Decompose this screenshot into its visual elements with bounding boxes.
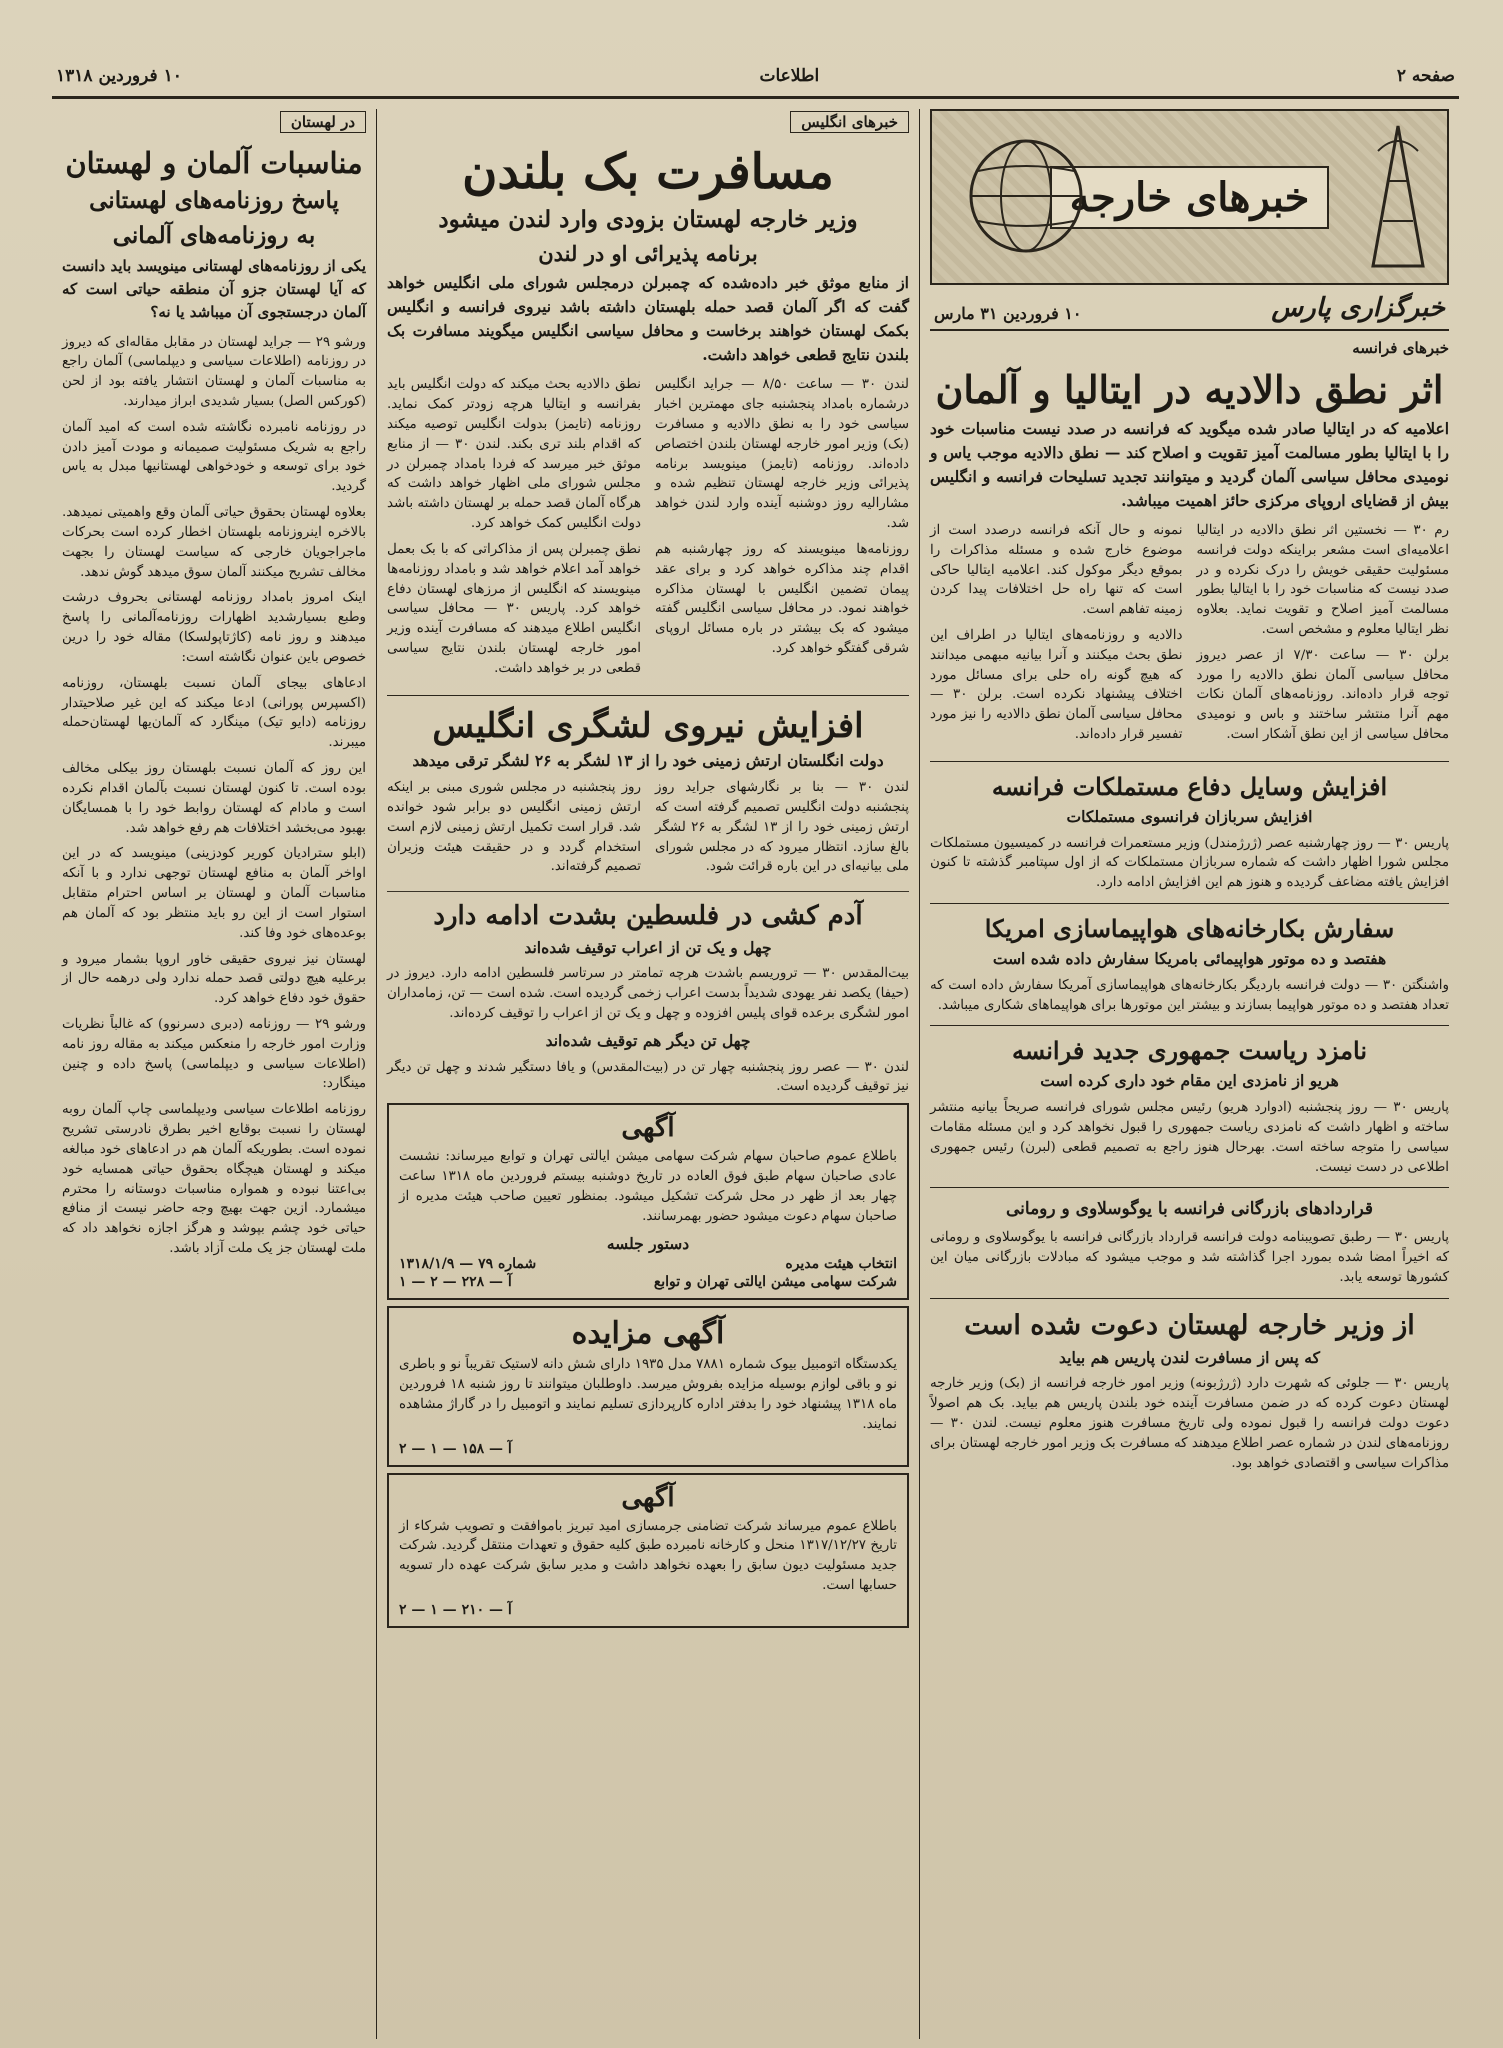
news-agency-line xyxy=(930,291,1449,331)
article-beck-body xyxy=(387,375,909,684)
paragraph: دالادیه و روزنامه‌های ایتالیا در اطراف این نطق بحث میکنند و آنرا بیانیه مبهمی میدانند که هیچ گونه راه حلی برای مسائل مورد اختلاف پیشنهاد نکرده است. برلن ۳۰ — محافل سیاسی آلمان نطق دالادیه را نیز مورد تفسیر قرار داده‌اند. xyxy=(930,627,1183,743)
british-news-column xyxy=(376,109,919,2039)
divider xyxy=(930,903,1449,904)
subhead-polish-minister-invited: که پس از مسافرت لندن پاریس هم بیاید xyxy=(1059,1347,1320,1367)
paragraph: پاریس ۳۰ — رطبق تصویبنامه دولت فرانسه قرارداد بازرگانی فرانسه با یوگوسلاوی و رومانی که اخیراً امضا شده بمورد اجرا گذاشته شد و موجب میشود که مبادلات بازرگانی میان این کشورها توسعه یابد. xyxy=(930,1230,1449,1285)
headline-aircraft-orders: سفارش بکارخانه‌های هواپیماسازی امریکا xyxy=(984,914,1395,944)
notice-meta-row xyxy=(399,1441,897,1457)
agency-date: ۱۰ فروردین ۳۱ مارس xyxy=(934,304,1082,323)
notice-code: آ — ۲۲۸ — ۲ — ۱ xyxy=(399,1274,512,1291)
notice-code: آ — ۱۵۸ — ۱ — ۲ xyxy=(399,1440,512,1457)
paragraph: این روز که آلمان نسبت بلهستان روز بیکلی مخالف بوده است. تا کنون لهستان نسبت بآلمان اقدام نکرده است و مادام که لهستان روابط خود را با همسایگان بهبود می‌بخشد اختلافات هم رفع خواهد شد. xyxy=(62,761,366,836)
agency-name: خبرگزاری پارس xyxy=(1271,293,1445,323)
divider xyxy=(930,761,1449,762)
issue-date: ۱۰ فروردین ۱۳۱۸ xyxy=(56,66,182,86)
paragraph: نطق چمبرلن پس از مذاکراتی که با بک بعمل خواهد آمد اعلام خواهد شد و بامداد روزنامه‌ها مینویسند که انگلیس از مرزهای لهستان دفاع خواهد کرد. پاریس ۳۰ — محافل سیاسی انگلیس اطلاع میدهند که مسافرت آینده وزیر امور خارجه لهستان بلندن نتایج سیاسی قطعی در بر خواهد داشت. xyxy=(387,541,641,676)
paragraph: لهستان نیز نیروی حقیقی خاور اروپا بشمار میرود و برعلیه هیچ دولتی قصد حمله ندارد ولی درهمه حال از حقوق خود دفاع خواهد کرد. xyxy=(62,951,366,1007)
subhead-palestine-arrests: چهل تن دیگر هم توقیف شده‌اند xyxy=(545,1030,751,1050)
notice-meta-row xyxy=(399,1256,897,1272)
subhead-beck-arrival: وزیر خارجه لهستان بزودی وارد لندن میشود xyxy=(438,206,858,234)
paragraph: برلن ۳۰ — ساعت ۷/۳۰ از عصر دیروز محافل سیاسی آلمان نطق دالادیه را مورد توجه قرار داده‌اند. روزنامه‌های آلمان نکات مهم آنرا منتشر ساختند و باس و نومیدی محافل سیاسی از این نطق آشکار است. xyxy=(1196,647,1449,743)
headline-daladier-speech: اثر نطق دالادیه در ایتالیا و آلمان xyxy=(935,367,1444,413)
lead-beck-london: از منابع موثق خبر داده‌شده که چمبرلن درمجلس شورای ملی انگلیس خواهد گفت که اگر آلمان قصد حمله بلهستان داشته باشد نیروی فرانسه و انگلیس بکمک لهستان خواهند برخاست و محافل سیاسی انگلیس میگویند مسافرت بک بلندن نتایج قطعی خواهد داشت. xyxy=(387,273,909,365)
paragraph: پاریس ۳۰ — روز چهارشنبه عصر (ژرژمندل) وزیر مستعمرات فرانسه در کمیسیون مستملکات مجلس شورا اظهار داشت که شماره سربازان مستملکات که از اول سپتامبر گذشته تا کنون افزایش یافته مضاعف گردیده و هنوز هم این افزایش ادامه دارد. xyxy=(930,835,1449,891)
notice-org: شرکت سهامی میشن ایالتی تهران و توابع xyxy=(653,1274,897,1291)
notice-shareholders xyxy=(387,1103,909,1300)
paragraph: اینک امروز بامداد روزنامه لهستانی بحروف درشت وطبع بسیارشدید اظهارات روزنامه‌آلمانی را پاسخ میدهند و روز نامه (کاژتاپولسکا) مقاله خود را درین خصوص باین عنوان نگاشته است: xyxy=(62,590,366,665)
notice-title: آگهی مزایده xyxy=(571,1316,725,1352)
subhead-presidency-candidate: هریو از نامزدی این مقام خود داری کرده است xyxy=(1040,1071,1339,1091)
lead-daladier-speech: اعلامیه که در ایتالیا صادر شده میگوید که فرانسه در صدد نیست مناسبات خود را با ایتالیا بطور مسالمت آمیز تقویت و اصلاح کند — نطق دالادیه موجب یاس و نومیدی محافل سیاسی آلمان گردید و میتوانند تجدید تسلیحات فرانسه و انگلیس بیش از قضایای اروپای مرکزی حائز اهمیت میباشد. xyxy=(930,418,1449,510)
paragraph: ورشو ۲۹ — جراید لهستان در مقابل مقاله‌ای که دیروز در روزنامه (اطلاعات سیاسی و دیپلماسی) آلمان راجع به مناسبات آلمان و لهستان انتشار یافته بود از لحن (کورکس الصل) بسیار شدیدی ابراز میدارند. xyxy=(62,334,366,409)
paragraph: یکدستگاه اتومبیل بیوک شماره ۷۸۸۱ مدل ۱۹۳۵ دارای شش دانه لاستیک تقریباً نو و باطری نو و باقی لوازم بوسیله مزایده بفروش میرسد. داوطلبان میتوانند تا روز شنبه ۱۸ فروردین ماه ۱۳۱۸ پیشنهاد خود را بدفتر اداره کارپردازی تسلیم نمایند و اتومبیل را در گاراژ مشاهده نمایند. xyxy=(399,1357,898,1432)
headline-german-polish-relations: مناسبات آلمان و لهستان xyxy=(65,146,363,180)
headline-palestine: آدم کشی در فلسطین بشدت ادامه دارد xyxy=(433,901,863,932)
notice-title: آگهی xyxy=(621,1482,675,1513)
subhead-palestine: چهل و یک تن از اعراب توقیف شده‌اند xyxy=(524,937,772,957)
headline-british-army: افزایش نیروی لشگری انگلیس xyxy=(432,705,864,746)
subhead-german-press: به روزنامه‌های آلمانی xyxy=(112,222,316,249)
radio-tower-icon xyxy=(1363,121,1433,271)
paragraph: باطلاع عموم صاحبان سهام شرکت سهامی میشن ایالتی تهران و توابع میرساند: نشست عادی صاحبان سهام طبق فوق العاده در تاریخ دوشنبه بیستم فروردین ماه ۱۳۱۸ ساعت چهار بعد از ظهر در محل شرکت تشکیل میشود. بمنظور تعیین صاحب هیئت مدیره از صاحبان سهام دعوت میشود حضور بهمرسانند. xyxy=(399,1149,898,1224)
notice-code: آ — ۲۱۰ — ۱ — ۲ xyxy=(399,1601,512,1618)
paragraph: پاریس ۳۰ — جلوئی که شهرت دارد (ژرژبونه) وزیر امور خارجه فرانسه از (بک) وزیر خارجه لهستان دعوت کرده که در ضمن مسافرت آینده خود بلندن پاریس هم بیاید. بک هم اصولاً دعوت دولت فرانسه را قبول نموده ولی تاریخ مسافرت هنوز معلوم نیست. لندن ۳۰ — روزنامه‌های لندن در شماره عصر اطلاع میدهند که مسافرت بک وزیر امور خارجه لهستان برای مذاکرات سیاسی و اقتصادی خواهد بود. xyxy=(930,1376,1449,1471)
article-daladier-body xyxy=(930,521,1449,751)
section-label-france: خبرهای فرانسه xyxy=(1352,339,1449,357)
paragraph: ادعاهای بیجای آلمان نسبت بلهستان، روزنامه (اکسپرس پورانی) ادعا میکند که این غیر صلاحیتدار روزنامه (دایو تیک) مینگارد که آلمان‌یها لهستان‌حمله میبرند. xyxy=(62,675,366,751)
paragraph: روز پنجشنبه در مجلس شوری مبنی بر اینکه ارتش زمینی انگلیس دو برابر شود خوانده شد. قرار است تکمیل ارتش زمینی لازم است استخدام گردد و در حقیقت هیئت وزیران تصمیم گرفته‌اند. xyxy=(387,780,641,875)
divider xyxy=(387,695,909,696)
subhead-british-army: دولت انگلستان ارتش زمینی خود را از ۱۳ لشگر به ۲۶ لشگر ترقی میدهد xyxy=(412,751,884,771)
subhead-beck-program: برنامه پذیرائی او در لندن xyxy=(538,240,758,266)
divider xyxy=(930,1025,1449,1026)
globe-icon xyxy=(956,131,1096,261)
notice-meta-row xyxy=(399,1274,897,1290)
divider xyxy=(930,1187,1449,1188)
article-british-army-body xyxy=(387,778,909,883)
subhead-aircraft-orders: هفتصد و ده موتور هواپیمائی بامریکا سفارش داده شده است xyxy=(992,949,1387,969)
paragraph: لندن ۳۰ — عصر روز پنجشنبه چهار تن در (بیت‌المقدس) و یافا دستگیر شدند و چهل تن دیگر نیز توقیف گردیده است. xyxy=(387,1059,909,1095)
foreign-news-column xyxy=(919,109,1459,2039)
lead-german-polish: یکی از روزنامه‌های لهستانی مینویسد باید دانست که آیا لهستان جزو آن منطقه حیاتی است که آلمان درجستجوی آن میباشد یا نه؟ xyxy=(62,256,366,322)
agenda-heading: دستور جلسه xyxy=(606,1233,690,1253)
foreign-news-banner xyxy=(930,109,1449,285)
notice-company xyxy=(387,1473,909,1628)
paragraph: نمونه و حال آنکه فرانسه درصدد است از موضوع خارج شده و مسئله مذاکرات را بموقع دیگر موکول کند. اعلامیه ایتالیا حاکی است که تنها راه حل اختلافات پیدا کردن زمینه تفاهم است. xyxy=(930,522,1183,618)
headline-colonial-defense: افزایش وسایل دفاع مستملکات فرانسه xyxy=(991,771,1388,801)
paragraph: در روزنامه نامبرده نگاشته شده است که امید آلمان راجع به شریک مسئولیت صمیمانه و مودت آمیز دادن خود برای توسعه و خودخواهی لهستانیها مبدل به یاس گردید. xyxy=(62,419,366,495)
headline-beck-london: مسافرت بک بلندن xyxy=(462,144,834,200)
notice-title: آگهی xyxy=(621,1113,675,1144)
headline-polish-minister-invited: از وزیر خارجه لهستان دعوت شده است xyxy=(964,1309,1415,1341)
divider xyxy=(930,1298,1449,1299)
notice-number: شماره ۷۹ — ۱۳۱۸/۱/۹ xyxy=(399,1256,537,1273)
section-label-britain: خبرهای انگلیس xyxy=(790,111,909,133)
headline-trade-agreements: قراردادهای بازرگانی فرانسه با یوگوسلاوی و رومانی xyxy=(1005,1199,1374,1220)
headline-presidency-candidate: نامزد ریاست جمهوری جدید فرانسه xyxy=(1011,1036,1368,1066)
banner-title: خبرهای خارجه xyxy=(1050,166,1330,229)
paper-name: اطلاعات xyxy=(759,66,820,86)
paragraph: پاریس ۳۰ — روز پنجشنبه (ادوارد هریو) رئیس مجلس شورای فرانسه صریحاً بیانیه منتشر ساخته و اظهار داشت که نامزدی ریاست جمهوری را قبول نخواهد کرد و این مسئله مقامات سیاسی را متوجه ساخته است. بهرحال هنوز راجع به تصمیم قطعی (لبرن) رئیس جمهوری اطلاعی در دست نیست. xyxy=(930,1100,1449,1175)
notice-auction xyxy=(387,1306,909,1466)
agenda-item: انتخاب هیئت مدیره xyxy=(785,1256,897,1273)
masthead xyxy=(52,60,1459,99)
paragraph: ورشو ۲۹ — روزنامه (دبری دسرنوو) که غالباً نظریات وزارت امور خارجه را منعکس میکند به مقاله روز نامه (اطلاعات سیاسی و دیپلماسی) پاسخ داده و چنین مینگارد: xyxy=(62,1017,366,1092)
paragraph: روزنامه اطلاعات سیاسی ودیپلماسی چاپ آلمان روبه لهستان را نسبت بوقایع اخیر بطرق نادرستی تشریح نموده است. بطوریکه آلمان هم در ادعاهای خود مبالغه میکند و لهستان هیچگاه بحقوق حیاتی همسایه خود بی‌اعتنا نبوده و همواره مناسبات دوستانه را محترم میشمارد. ازین جهت بهیچ وجه حاضر نیست از منافع حیاتی خود چشم بپوشد و هرگز اجازه نخواهد داد که ملت لهستان جز یک ملت آزاد باشد. xyxy=(62,1102,366,1257)
paragraph: لندن ۳۰ — بنا بر نگارشهای جراید روز پنجشنبه دولت انگلیس تصمیم گرفته است که ارتش زمینی خود را از ۱۳ لشگر به ۲۶ لشگر بالغ سازد. انتظار میرود که در مجلس شورای ملی بیانیه‌ای در این باره قرائت شود. xyxy=(655,780,909,875)
paragraph: بعلاوه لهستان بحقوق حیاتی آلمان وقع واهمیتی نمیدهد. بالاخره اینروزنامه بلهستان اخطار کرده است بحرکات ماجراجویان خارجی که سیاست لهستان را بجهت مخالف تشریح میکنند آلمان سوق میدهد گوش ندهد. xyxy=(62,505,366,580)
page-number: صفحه ۲ xyxy=(1396,66,1455,86)
paragraph: (ابلو سترادیان کوریر کودزینی) مینویسد که در این اواخر آلمان به منافع لهستان توجهی ندارد و با آنکه مناسبات آلمان و لهستان بر اساس احترام متقابل استوار است از این رو باید منتظر بود که آلمان هم بوعده‌های خود وفا کند. xyxy=(62,846,366,941)
subhead-colonial-defense: افزایش سربازان فرانسوی مستملکات xyxy=(1066,806,1313,826)
paragraph: واشنگتن ۳۰ — دولت فرانسه باردیگر بکارخانه‌های هواپیماسازی آمریکا سفارش داده است که تعداد هفتصد و ده موتور هواپیما بسازند و بیشتر این موتورها برای هواپیماهای شکاری میباشد. xyxy=(930,977,1449,1013)
paragraph: نطق دالادیه بحث میکند که دولت انگلیس باید بفرانسه و ایتالیا هرچه زودتر کمک نماید. روزنامه (تایمز) بدولت انگلیس توصیه میکند که اقدام بلند تری بکند. لندن ۳۰ — از منابع موثق خبر میرسد که فردا بامداد چمبرلن در مجلس شورای ملی اظهار خواهد داشت که هرگاه آلمان قصد حمله بر لهستان داشته باشد دولت انگلیس کمک خواهد کرد. xyxy=(387,377,641,532)
section-label-poland: در لهستان xyxy=(280,111,366,133)
poland-news-column xyxy=(52,109,376,2039)
paragraph: باطلاع عموم میرساند شرکت تضامنی جرمسازی امید تبریز باموافقت و تصویب شرکاء از تاریخ ۱۳۱۷/۱۲/۲۷ منحل و کارخانه نامبرده طبق کلیه حقوق و تعهدات منتقل گردید. شرکت جدید مسئولیت دیون سابق را بعهده نخواهد داشت و مدیر سابق شرکت عهده دار تسویه حسابها است. xyxy=(399,1518,898,1594)
paragraph: رم ۳۰ — نخستین اثر نطق دالادیه در ایتالیا اعلامیه‌ای است مشعر براینکه دولت فرانسه مسئولیت حقیقی خویش را درک نکرده و در صدد نیست که مناسبات خود را با ایتالیا بطور مسالمت آمیز اصلاح و تقویت نماید. بعلاوه نظر ایتالیا معلوم و مشخص است. xyxy=(1196,522,1449,637)
paragraph: روزنامه‌ها مینویسند که روز چهارشنبه هم اقدام چند مذاکره خواهد کرد و برای عقد پیمان تضمین انگلیس با لهستان مذاکره خواهند نمود. در محافل سیاسی انگلیس گفته میشود که بک بیشتر در باره مسائل اروپای شرقی گفتگو خواهد کرد. xyxy=(655,541,909,657)
paragraph: لندن ۳۰ — ساعت ۸/۵۰ — جراید انگلیس درشماره بامداد پنجشنبه جای مهمترین اخبار سیاسی خود را به نطق دالادیه و مسافرت (بک) وزیر امور خارجه لهستان بلندن اختصاص داده‌اند. روزنامه (تایمز) مینویسد برنامه پذیرائی وزیر خارجه لهستان تنظیم شده و مشارالیه روز دوشنبه آینده وارد لندن خواهد شد. xyxy=(655,377,909,532)
subhead-polish-press: پاسخ روزنامه‌های لهستانی xyxy=(89,187,339,215)
notice-meta-row xyxy=(399,1602,897,1618)
paragraph: بیت‌المقدس ۳۰ — تروریسم باشدت هرچه تمامتر در سرتاسر فلسطین ادامه دارد. دیروز در (حیفا) یکصد نفر یهودی شدیداً بدست اعراب زخمی گردیده است. شده است — تن، زمامداران امور لشگری برعده قوای پلیس افزوده و چهل و یک تن از اعراب را توقیف کرده‌اند. xyxy=(387,966,909,1022)
divider xyxy=(387,891,909,892)
